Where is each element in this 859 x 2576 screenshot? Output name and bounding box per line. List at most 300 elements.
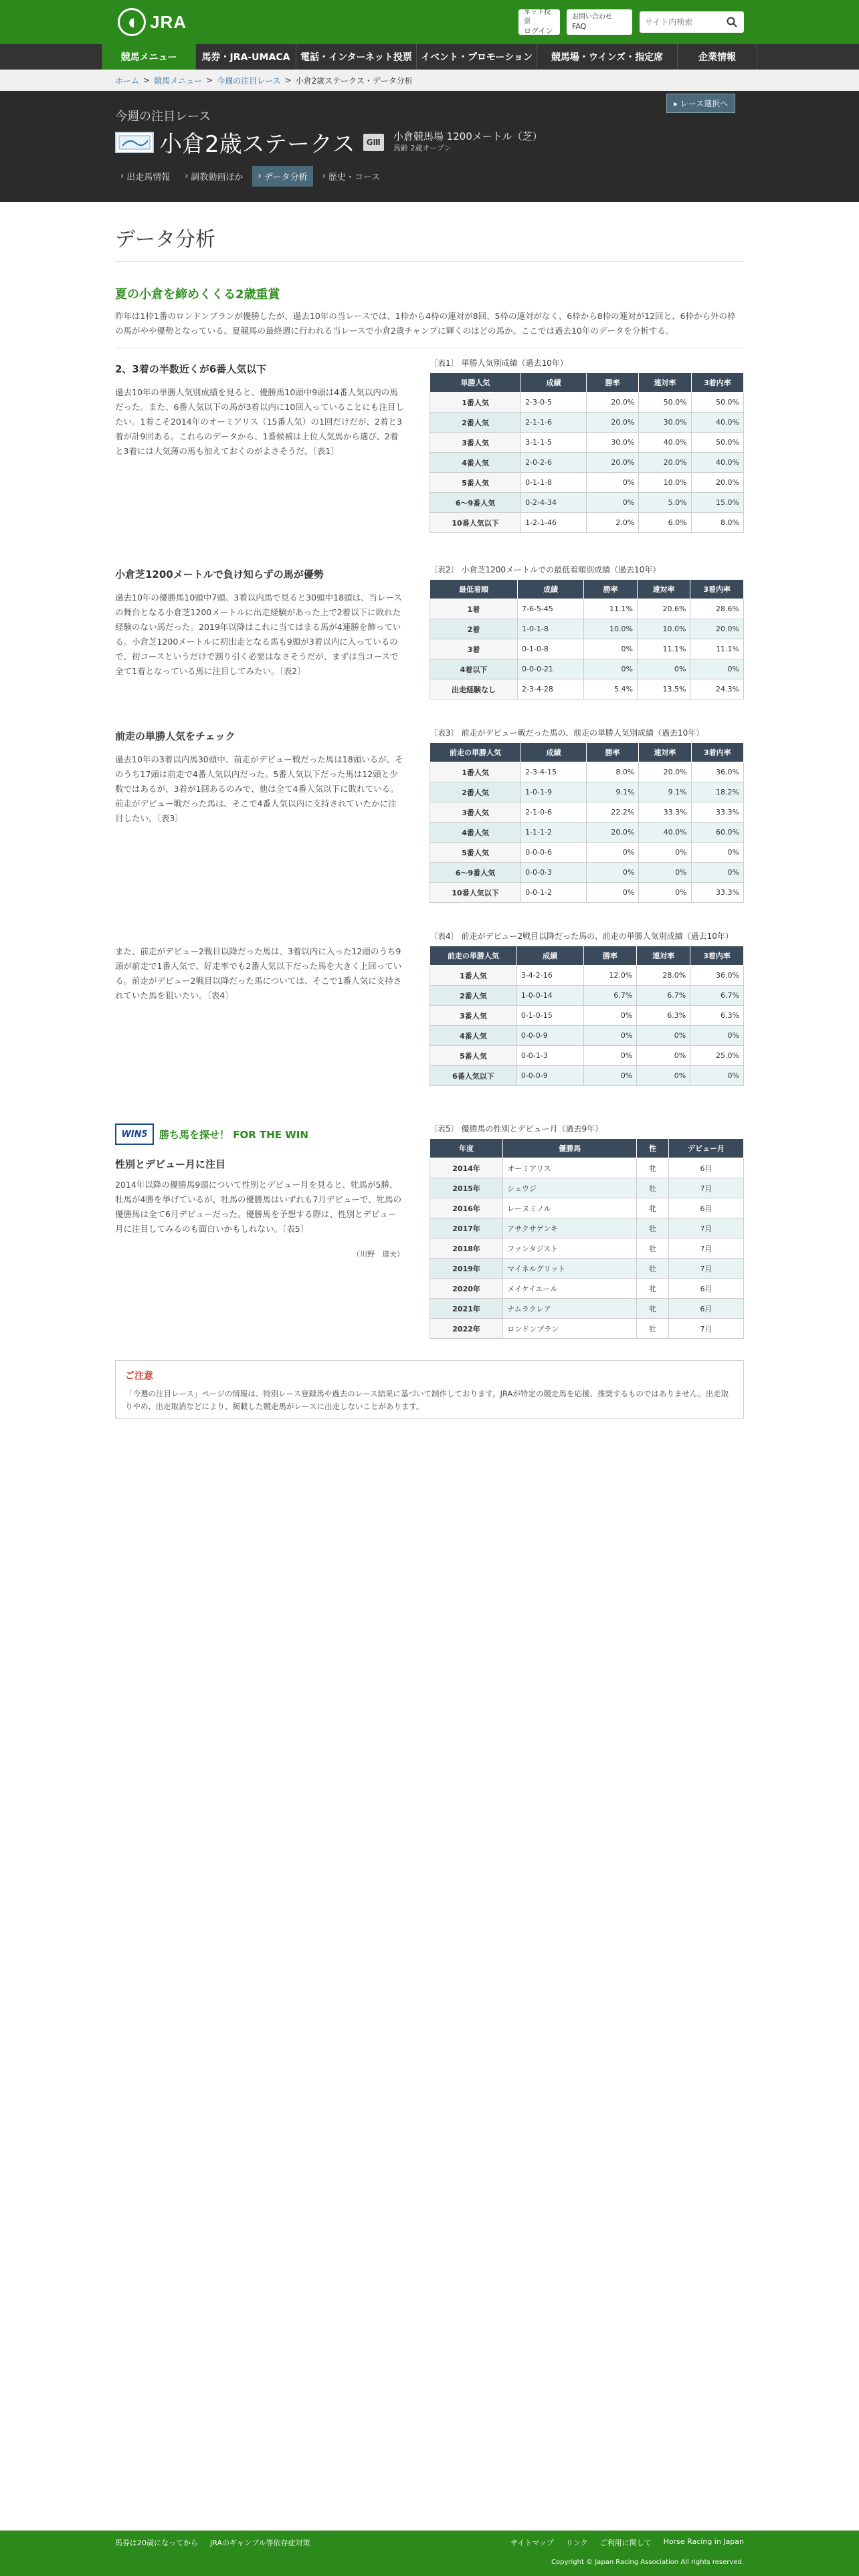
table-cell: 40.0% — [639, 433, 691, 453]
gnav-item-tohyo[interactable]: 電話・インターネット投票 — [296, 44, 416, 70]
footer-link[interactable]: サイトマップ — [510, 2539, 554, 2547]
section-body: また、前走がデビュー2戦目以降だった馬は、3着以内に入った12頭のうち9頭が前走で1番人気で、好走率でも2番人気以下だった馬を大きく上回っている。前走がデビュー2戦目以降だった馬については、そこで1番人気に支持されていた馬を狙いたい。〔表4〕 — [115, 946, 402, 1000]
column-header: 連対率 — [639, 373, 691, 393]
table-cell: 50.0% — [691, 433, 743, 453]
table-cell: 0-0-0-3 — [521, 863, 587, 883]
table-cell: アサクサゲンキ — [503, 1218, 637, 1239]
column-header: 勝率 — [586, 743, 638, 762]
site-header — [0, 0, 859, 44]
table-cell: 40.0% — [691, 413, 743, 433]
table-caption: 〔表1〕 単勝人気別成績（過去10年） — [430, 358, 568, 368]
table-cell: 2-3-4-28 — [518, 679, 584, 700]
column-header: 前走の単勝人気 — [430, 743, 521, 762]
table-row — [430, 1198, 744, 1218]
gnav-item-corporate[interactable]: 企業情報 — [677, 44, 757, 70]
table-cell: 8.0% — [691, 513, 743, 533]
table-row — [430, 1319, 744, 1339]
table-cell: 7月 — [669, 1239, 744, 1259]
table-row — [430, 782, 744, 802]
table-cell: 7月 — [669, 1178, 744, 1198]
breadcrumb — [0, 70, 859, 91]
table-cell: 12.0% — [583, 966, 637, 986]
table-cell: 1番人気 — [430, 966, 517, 986]
table-cell: 20.0% — [690, 619, 744, 639]
footer-link[interactable]: JRAのギャンブル等依存症対策 — [210, 2539, 310, 2547]
search-button[interactable] — [724, 14, 740, 30]
table-cell: 33.3% — [691, 802, 743, 823]
table-cell: 3-4-2-16 — [516, 966, 583, 986]
race-condition: 馬齢 2歳オープン — [393, 143, 452, 152]
race-logo-icon — [118, 135, 151, 150]
table-cell: 0-0-0-21 — [518, 659, 584, 679]
table-cell: 牡 — [637, 1319, 669, 1339]
column-header: 前走の単勝人気 — [430, 946, 517, 966]
table-cell: 0-0-0-6 — [521, 843, 587, 863]
table-cell: 24.3% — [690, 679, 744, 700]
section-body: 過去10年の単勝人気別成績を見ると、優勝馬10頭中9頭は4番人気以内の馬だった。また、6番人気以下の馬が3着以内に10回入っていることにも注目したい。1着こそ2014年のオーミアリス（15番人気）の1回だけだが、2着と3着が計9回ある。これらのデータから、1番候補は上位人気馬から選び、2着と3着には人気薄の馬も加えておくのがよさそうだ。〔表1〕 — [115, 387, 404, 456]
table-cell: 15.0% — [691, 493, 743, 513]
login-top-label: ネット投票 — [524, 9, 551, 25]
table-cell: 0% — [639, 883, 691, 903]
table-row — [430, 679, 744, 700]
table-cell: 33.3% — [639, 802, 691, 823]
table-header-row — [430, 580, 744, 599]
table-cell: シュウジ — [503, 1178, 637, 1198]
gnav-item-baken[interactable]: 馬券・JRA-UMACA — [195, 44, 296, 70]
table-cell: 0% — [690, 1066, 744, 1086]
table-cell: 1-0-1-8 — [518, 619, 584, 639]
table-cell: 30.0% — [639, 413, 691, 433]
tab-training-video[interactable] — [179, 166, 248, 187]
grade-badge: GⅢ — [363, 134, 384, 151]
table-row — [430, 659, 744, 679]
table-cell: 2015年 — [430, 1178, 503, 1198]
table-row — [430, 986, 744, 1006]
table-row — [430, 1006, 744, 1026]
table-cell: 22.2% — [586, 802, 638, 823]
table-cell: 4着以下 — [430, 659, 518, 679]
table-header-row — [430, 373, 744, 393]
table-cell: 1-1-1-2 — [521, 823, 587, 843]
table-cell: 0% — [690, 659, 744, 679]
table-cell: 50.0% — [639, 393, 691, 413]
column-header: 年度 — [430, 1139, 503, 1158]
section-body: 過去10年の3着以内馬30頭中、前走がデビュー戦だった馬は18頭いるが、そのうち17頭は前走で4番人気以内だった。5番人気以下だった馬は12頭と少数ではあるが、3着が1回あるのみで、他は全て4番人気以下に敗れている。前走がデビュー戦だった馬は、そこで4番人気以内に支持されていたかに注目したい。〔表3〕 — [115, 754, 403, 823]
notice-box — [115, 1360, 744, 1419]
table-cell: 20.0% — [586, 823, 638, 843]
tab-entries[interactable] — [115, 166, 175, 187]
table-cell: 20.0% — [691, 473, 743, 493]
table-cell: 10番人気以下 — [430, 513, 521, 533]
table-cell: 牡 — [637, 1218, 669, 1239]
table-cell: 3番人気 — [430, 1006, 517, 1026]
table-cell: 30.0% — [586, 433, 638, 453]
breadcrumb-keiba-menu[interactable]: 競馬メニュー — [154, 76, 203, 86]
table-cell: 7月 — [669, 1259, 744, 1279]
table-cell: 0% — [586, 473, 638, 493]
table-cell: 4番人気 — [430, 1026, 517, 1046]
table-cell: マイネルグリット — [503, 1259, 637, 1279]
section-heading: 2、3着の半数近くが6番人気以下 — [115, 363, 267, 375]
login-label: ログイン — [524, 27, 553, 35]
table-cell: 牝 — [637, 1158, 669, 1178]
lead-text: 昨年は1枠1番のロンドンプランが優勝したが、過去10年の当レースでは、1枠から4枠の連対が8回、5枠の連対がなく、6枠から8枠の連対が12回と、6枠から外の枠の馬がやや優勢となっている。夏競馬の最終週に行われる当レースで小倉2歳チャンプに輝くのはどの馬か。ここでは過去10年のデータを分析する。 — [115, 311, 736, 336]
table-cell: 牝 — [637, 1279, 669, 1299]
race-title: 小倉2歳ステークス — [159, 131, 355, 158]
race-tabs — [115, 166, 385, 187]
page-title: データ分析 — [115, 223, 744, 262]
horse-emblem-icon: ◖ — [118, 8, 146, 36]
table-cell: 0% — [637, 659, 690, 679]
table-row — [430, 453, 744, 473]
site-footer — [0, 2531, 859, 2576]
table-cell: 40.0% — [691, 453, 743, 473]
search-input[interactable] — [640, 13, 724, 31]
table-cell: 2021年 — [430, 1299, 503, 1319]
table-cell: 2-1-1-6 — [521, 413, 587, 433]
race-select-label: レース選択へ — [680, 99, 729, 108]
table-row — [430, 823, 744, 843]
table-cell: 33.3% — [691, 883, 743, 903]
search-icon — [727, 17, 737, 27]
table-row — [430, 1066, 744, 1086]
tab-data-analysis[interactable] — [252, 166, 312, 187]
table-cell: 0-0-0-9 — [516, 1026, 583, 1046]
table-cell: 2-1-0-6 — [521, 802, 587, 823]
table-caption: 〔表4〕 前走がデビュー2戦目以降だった馬の、前走の単勝人気別成績（過去10年） — [430, 932, 733, 941]
tab-label: 歴史・コース — [328, 173, 381, 183]
footer-link[interactable]: Horse Racing in Japan — [663, 2537, 744, 2546]
table-cell: 2.0% — [586, 513, 638, 533]
gnav-item-event[interactable]: イベント・プロモーション — [416, 44, 537, 70]
table-cell: 0% — [690, 1026, 744, 1046]
table-cell: 20.0% — [639, 762, 691, 782]
table-cell: 0% — [586, 883, 638, 903]
table-cell: 5番人気 — [430, 473, 521, 493]
table-cell: 9.1% — [639, 782, 691, 802]
table-cell: 6月 — [669, 1158, 744, 1178]
column-header: 3着内率 — [690, 946, 744, 966]
table-row — [430, 1299, 744, 1319]
table-row — [430, 1158, 744, 1178]
race-select-button[interactable]: ▸ レース選択へ — [666, 94, 735, 113]
table-row — [430, 1239, 744, 1259]
race-logo-plaque — [115, 132, 154, 153]
table-cell: 60.0% — [691, 823, 743, 843]
table-cell: 0-1-0-15 — [516, 1006, 583, 1026]
table-row — [430, 966, 744, 986]
table-row — [430, 413, 744, 433]
table-row — [430, 619, 744, 639]
table-caption: 〔表3〕 前走がデビュー戦だった馬の、前走の単勝人気別成績（過去10年） — [430, 728, 704, 738]
tab-label: 調教動画ほか — [191, 173, 244, 183]
column-header: 優勝馬 — [503, 1139, 637, 1158]
table-cell: 2番人気 — [430, 986, 517, 1006]
table-cell: レーヌミノル — [503, 1198, 637, 1218]
table-cell: 6月 — [669, 1299, 744, 1319]
table-cell: 9.1% — [586, 782, 638, 802]
table-cell: 6.7% — [637, 986, 690, 1006]
table-cell: 2016年 — [430, 1198, 503, 1218]
table-cell: 2番人気 — [430, 782, 521, 802]
table-row — [430, 1178, 744, 1198]
table-row — [430, 599, 744, 619]
table-cell: 牡 — [637, 1259, 669, 1279]
table-cell: 3番人気 — [430, 433, 521, 453]
table-cell: 0-2-4-34 — [521, 493, 587, 513]
column-header: 最低着順 — [430, 580, 518, 599]
table-cell: 5番人気 — [430, 843, 521, 863]
table-cell: 20.0% — [639, 453, 691, 473]
table-cell: 4番人気 — [430, 453, 521, 473]
table-cell: 1-0-1-9 — [521, 782, 587, 802]
table-cell: 0% — [637, 1046, 690, 1066]
table-cell: 0-0-1-2 — [521, 883, 587, 903]
chevron-right-icon: › — [258, 171, 262, 181]
table-cell: 25.0% — [690, 1046, 744, 1066]
lead-heading: 夏の小倉を締めくくる2歳重賞 — [115, 288, 280, 302]
table-cell: 0% — [637, 1066, 690, 1086]
table-cell: 6月 — [669, 1279, 744, 1299]
table-cell: 13.5% — [637, 679, 690, 700]
table-cell: 3-1-1-5 — [521, 433, 587, 453]
table-cell: 10.0% — [584, 619, 638, 639]
column-header: 3着内率 — [691, 743, 743, 762]
course-info: 小倉競馬場 1200メートル（芝） — [393, 130, 543, 142]
gnav-item-keiba-menu[interactable]: 競馬メニュー — [102, 44, 195, 70]
stats-table-4 — [430, 946, 744, 1086]
column-header: 性 — [637, 1139, 669, 1158]
table-cell: 2019年 — [430, 1259, 503, 1279]
breadcrumb-sep: > — [143, 76, 151, 85]
table-cell: 36.0% — [691, 762, 743, 782]
table-cell: 10番人気以下 — [430, 883, 521, 903]
table-header-row — [430, 946, 744, 966]
table-cell: 1-0-0-14 — [516, 986, 583, 1006]
column-header: 成績 — [516, 946, 583, 966]
faq-top-label: お問い合わせ — [572, 13, 612, 21]
footer-link[interactable]: 馬券は20歳になってから — [115, 2539, 198, 2547]
table-cell: 2-3-4-15 — [521, 762, 587, 782]
table-cell: 0% — [639, 843, 691, 863]
breadcrumb-current: 小倉2歳ステークス・データ分析 — [295, 76, 413, 86]
table-cell: 10.0% — [637, 619, 690, 639]
table-caption: 〔表2〕 小倉芝1200メートルでの最低着順別成績（過去10年） — [430, 565, 661, 574]
table-cell: 0% — [583, 1066, 637, 1086]
table-cell: ファンタジスト — [503, 1239, 637, 1259]
global-nav — [0, 44, 859, 70]
table-cell: 牝 — [637, 1299, 669, 1319]
race-hero — [0, 91, 859, 202]
column-header: 勝率 — [584, 580, 638, 599]
table-cell: 0% — [583, 1006, 637, 1026]
table-cell: 6.7% — [690, 986, 744, 1006]
table-cell: 1番人気 — [430, 393, 521, 413]
table-caption: 〔表5〕 優勝馬の性別とデビュー月（過去9年） — [430, 1124, 603, 1134]
table-cell: 1-2-1-46 — [521, 513, 587, 533]
table-cell: ナムラクレア — [503, 1299, 637, 1319]
table-cell: 7月 — [669, 1218, 744, 1239]
win5-title: 勝ち馬を探せ！ FOR THE WIN — [159, 1128, 308, 1141]
table-row — [430, 513, 744, 533]
table-row — [430, 802, 744, 823]
table-cell: 0% — [583, 1046, 637, 1066]
table-cell: 0-1-1-8 — [521, 473, 587, 493]
table-cell: 0% — [583, 1026, 637, 1046]
table-cell: 牡 — [637, 1178, 669, 1198]
table-cell: 8.0% — [586, 762, 638, 782]
table-cell: 0-1-0-8 — [518, 639, 584, 659]
column-header: 連対率 — [639, 743, 691, 762]
tab-label: 出走馬情報 — [126, 173, 171, 183]
logo-text: JRA — [150, 11, 187, 32]
table-row — [430, 843, 744, 863]
table-cell: 7-6-5-45 — [518, 599, 584, 619]
table-cell: 50.0% — [691, 393, 743, 413]
column-header: 勝率 — [586, 373, 638, 393]
table-cell: 0% — [584, 639, 638, 659]
table-cell: メイケイエール — [503, 1279, 637, 1299]
table-row — [430, 493, 744, 513]
tab-history-course[interactable] — [317, 166, 386, 187]
chevron-right-icon: › — [322, 171, 326, 181]
table-cell: 6.3% — [637, 1006, 690, 1026]
table-header-row — [430, 743, 744, 762]
stats-table-3 — [430, 742, 744, 903]
author-credit: （川野 道夫） — [353, 1250, 404, 1259]
table-cell: 0-0-1-3 — [516, 1046, 583, 1066]
section-heading: 小倉芝1200メートルで負け知らずの馬が優勢 — [115, 568, 324, 580]
breadcrumb-sep: > — [284, 76, 292, 85]
copyright: Copyright © Japan Racing Association All rights reserved. — [551, 2559, 744, 2566]
column-header: 成績 — [518, 580, 584, 599]
faq-label: FAQ — [572, 22, 587, 31]
win5-badge: WIN5 — [115, 1123, 154, 1145]
table-cell: 2022年 — [430, 1319, 503, 1339]
table-cell: 2018年 — [430, 1239, 503, 1259]
table-cell: 3着 — [430, 639, 518, 659]
table-cell: 20.6% — [637, 599, 690, 619]
table-cell: 1着 — [430, 599, 518, 619]
column-header: 3着内率 — [690, 580, 744, 599]
footer-link[interactable]: リンク — [565, 2539, 588, 2547]
table-row — [430, 1259, 744, 1279]
table-cell: 3番人気 — [430, 802, 521, 823]
table-row — [430, 473, 744, 493]
table-cell: 6〜9番人気 — [430, 863, 521, 883]
table-cell: 18.2% — [691, 782, 743, 802]
table-cell: 0% — [586, 843, 638, 863]
table-row — [430, 1046, 744, 1066]
footer-link[interactable]: ご利用に関して — [599, 2539, 652, 2547]
main-content — [115, 201, 744, 1411]
table-cell: 2-0-2-6 — [521, 453, 587, 473]
table-cell: 20.0% — [586, 453, 638, 473]
table-cell: 0% — [691, 863, 743, 883]
table-cell: 5.0% — [639, 493, 691, 513]
table-row — [430, 1218, 744, 1239]
table-cell: 0% — [584, 659, 638, 679]
table-cell: ロンドンプラン — [503, 1319, 637, 1339]
table-cell: 10.0% — [639, 473, 691, 493]
table-cell: 2着 — [430, 619, 518, 639]
table-cell: 20.0% — [586, 413, 638, 433]
table-cell: 5.4% — [584, 679, 638, 700]
table-row — [430, 863, 744, 883]
table-cell: 11.1% — [584, 599, 638, 619]
column-header: デビュー月 — [669, 1139, 744, 1158]
table-cell: 6番人気以下 — [430, 1066, 517, 1086]
table-cell: 11.1% — [637, 639, 690, 659]
column-header: 連対率 — [637, 946, 690, 966]
table-cell: 4番人気 — [430, 823, 521, 843]
section-body: 2014年以降の優勝馬9頭について性別とデビュー月を見ると、牝馬が5勝、牡馬が4勝を挙げているが、牡馬の優勝馬はいずれも7月デビューで、牝馬の優勝馬は全て6月デビューだった。優勝馬を予想する際は、性別とデビュー月に注目してみるのも面白いかもしれない。〔表5〕 — [115, 1180, 402, 1234]
table-cell: オーミアリス — [503, 1158, 637, 1178]
column-header: 単勝人気 — [430, 373, 521, 393]
column-header: 3着内率 — [691, 373, 743, 393]
table-cell: 0% — [586, 493, 638, 513]
breadcrumb-sep: > — [206, 76, 213, 85]
breadcrumb-home[interactable]: ホーム — [115, 76, 140, 86]
table-row — [430, 883, 744, 903]
stats-table-1 — [430, 372, 744, 533]
table-cell: 2020年 — [430, 1279, 503, 1299]
table-cell: 5番人気 — [430, 1046, 517, 1066]
table-cell: 28.6% — [690, 599, 744, 619]
notice-body: 「今週の注目レース」ページの情報は、特別レース登録馬や過去のレース結果に基づいて制作しております。JRAが特定の競走馬を応援、推奨するものではありません。出走取りやめ、出走取消などにより、掲載した競走馬がレースに出走しないことがあります。 — [125, 1389, 729, 1411]
breadcrumb-featured-race[interactable]: 今週の注目レース — [217, 76, 281, 86]
table-cell: 0% — [586, 863, 638, 883]
table-cell: 40.0% — [639, 823, 691, 843]
table-row — [430, 1026, 744, 1046]
column-header: 成績 — [521, 743, 587, 762]
gnav-item-keibajo[interactable]: 競馬場・ウインズ・指定席 — [537, 44, 677, 70]
column-header: 連対率 — [637, 580, 690, 599]
chevron-right-icon: › — [120, 171, 124, 181]
column-header: 成績 — [521, 373, 587, 393]
column-header: 勝率 — [583, 946, 637, 966]
table-cell: 2014年 — [430, 1158, 503, 1178]
hero-kicker: 今週の注目レース — [115, 110, 211, 124]
stats-table-2 — [430, 579, 744, 700]
chevron-right-icon: › — [185, 171, 189, 181]
winners-table — [430, 1138, 744, 1339]
table-cell: 20.0% — [586, 393, 638, 413]
login-button[interactable] — [518, 9, 560, 35]
table-row — [430, 639, 744, 659]
faq-button[interactable] — [567, 9, 632, 35]
table-cell: 36.0% — [690, 966, 744, 986]
section-body: 過去10年の優勝馬10頭中7頭、3着以内馬で見ると30頭中18頭は、当レースの舞台となる小倉芝1200メートルに出走経験があった上で2着以下に敗れた経験のない馬だった。2019年以降はこれに当てはまる馬が4連勝を飾っている。小倉芝1200メートルに初出走となる馬も9頭が3着以内に入っているので、初コースというだけで割り引く必要はなさそうだが、まずは当コースで全て1着となっている馬に注目してみたい。〔表2〕 — [115, 593, 402, 676]
table-cell: 0-0-0-9 — [516, 1066, 583, 1086]
table-cell: 0% — [639, 863, 691, 883]
jra-logo[interactable] — [118, 8, 187, 36]
table-cell: 6〜9番人気 — [430, 493, 521, 513]
table-cell: 2017年 — [430, 1218, 503, 1239]
notice-title: ご注意 — [125, 1371, 153, 1382]
table-cell: 牡 — [637, 1239, 669, 1259]
table-cell: 牝 — [637, 1198, 669, 1218]
table-row — [430, 762, 744, 782]
section-heading: 性別とデビュー月に注目 — [115, 1158, 226, 1170]
table-cell: 6.0% — [639, 513, 691, 533]
table-cell: 7月 — [669, 1319, 744, 1339]
table-cell: 2番人気 — [430, 413, 521, 433]
table-cell: 0% — [691, 843, 743, 863]
table-cell: 6.7% — [583, 986, 637, 1006]
tab-label: データ分析 — [264, 173, 308, 183]
table-row — [430, 1279, 744, 1299]
